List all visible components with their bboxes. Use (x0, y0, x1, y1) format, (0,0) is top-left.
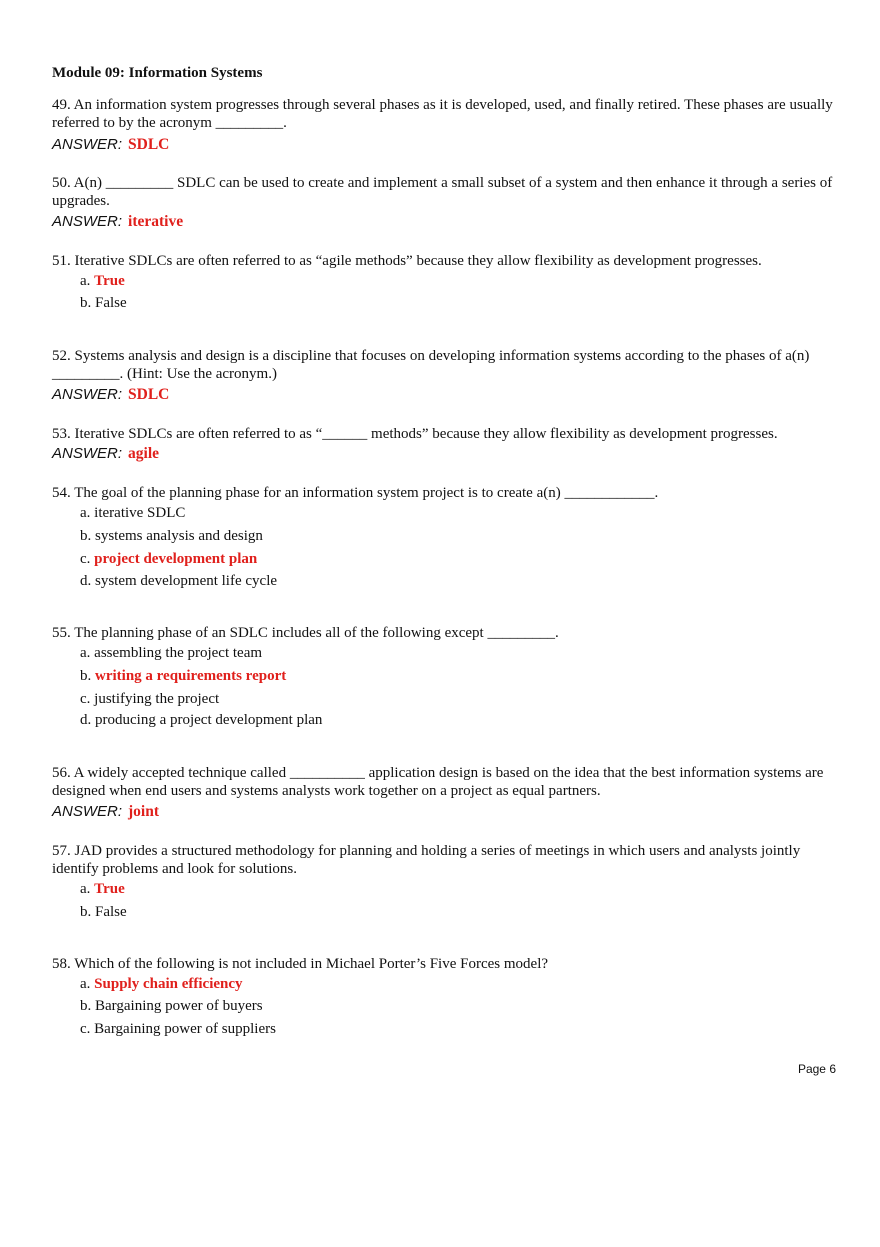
option-54b (80, 528, 263, 545)
option-letter: b. (80, 904, 92, 920)
option-letter: a. (80, 645, 91, 661)
page-number: Page 6 (797, 1062, 836, 1076)
option-54c (80, 551, 257, 568)
option-57a (80, 881, 125, 898)
option-55d (80, 712, 322, 729)
question-55: 55. The planning phase of an SDLC includes all of the following except _________. (52, 625, 559, 641)
option-text: assembling the project team (94, 645, 263, 661)
option-letter: c. (80, 1021, 91, 1037)
question-57: 57. JAD provides a structured methodology for planning and holding a series of meetings in which users and analysts jointly identify problems and look for solutions. (52, 843, 801, 877)
question-52: 52. Systems analysis and design is a discipline that focuses on developing information systems according to the phases of a(n) _________. (Hint: Use the acronym.) (52, 348, 810, 382)
question-51: 51. Iterative SDLCs are often referred to as “agile methods” because they allow flexibility as development progresses. (52, 253, 762, 269)
option-letter: d. (80, 712, 92, 728)
option-58a (80, 976, 243, 993)
option-55c (80, 691, 219, 708)
option-letter: b. (80, 528, 92, 544)
option-letter: a. (80, 505, 91, 521)
option-55a (80, 645, 262, 662)
option-text: systems analysis and design (95, 528, 263, 544)
question-56: 56. A widely accepted technique called __________ application design is based on the idea that the best information systems are designed when end users and systems analysts work together on a project as equal partners. (52, 765, 824, 799)
option-text: iterative SDLC (94, 505, 186, 521)
option-51b (80, 295, 127, 312)
option-51a (80, 273, 125, 290)
answer-49 (52, 136, 169, 154)
option-text: Bargaining power of suppliers (94, 1021, 276, 1037)
option-letter: a. (80, 976, 91, 992)
answer-label: ANSWER: (52, 803, 123, 820)
answer-56 (52, 803, 159, 821)
option-letter: b. (80, 998, 92, 1014)
option-text: justifying the project (94, 691, 220, 707)
answer-value: iterative (128, 213, 184, 230)
option-text: producing a project development plan (95, 712, 323, 728)
option-54a (80, 505, 185, 522)
answer-value: joint (128, 803, 160, 820)
answer-value: SDLC (128, 386, 170, 403)
question-54: 54. The goal of the planning phase for an information system project is to create a(n) ____________. (52, 485, 659, 501)
option-text: writing a requirements report (95, 668, 287, 684)
option-text: False (95, 904, 127, 920)
option-letter: d. (80, 573, 92, 589)
answer-value: SDLC (128, 136, 170, 153)
option-58c (80, 1021, 276, 1038)
option-text: False (95, 295, 127, 311)
option-text: Bargaining power of buyers (95, 998, 263, 1014)
option-58b (80, 998, 263, 1015)
answer-label: ANSWER: (52, 445, 123, 462)
option-letter: b. (80, 668, 92, 684)
answer-value: agile (128, 445, 160, 462)
option-text: system development life cycle (95, 573, 278, 589)
option-letter: a. (80, 273, 91, 289)
answer-label: ANSWER: (52, 213, 123, 230)
question-50: 50. A(n) _________ SDLC can be used to create and implement a small subset of a system and then enhance it through a series of upgrades. (52, 175, 833, 209)
answer-52 (52, 386, 169, 404)
question-49: 49. An information system progresses through several phases as it is developed, used, and finally retired. These phases are usually referred to by the acronym _________. (52, 97, 833, 131)
module-heading: Module 09: Information Systems (52, 65, 263, 81)
answer-50 (52, 213, 183, 231)
option-letter: b. (80, 295, 92, 311)
answer-label: ANSWER: (52, 136, 123, 153)
answer-label: ANSWER: (52, 386, 123, 403)
option-text: project development plan (94, 551, 258, 567)
option-letter: a. (80, 881, 91, 897)
option-57b (80, 904, 127, 921)
option-letter: c. (80, 551, 91, 567)
question-58: 58. Which of the following is not included in Michael Porter’s Five Forces model? (52, 956, 549, 972)
question-53: 53. Iterative SDLCs are often referred to as “______ methods” because they allow flexibility as development progresses. (52, 426, 778, 442)
option-text: True (94, 881, 125, 897)
answer-53 (52, 445, 159, 463)
option-text: True (94, 273, 125, 289)
option-text: Supply chain efficiency (94, 976, 243, 992)
option-letter: c. (80, 691, 91, 707)
option-55b (80, 668, 286, 685)
option-54d (80, 573, 277, 590)
